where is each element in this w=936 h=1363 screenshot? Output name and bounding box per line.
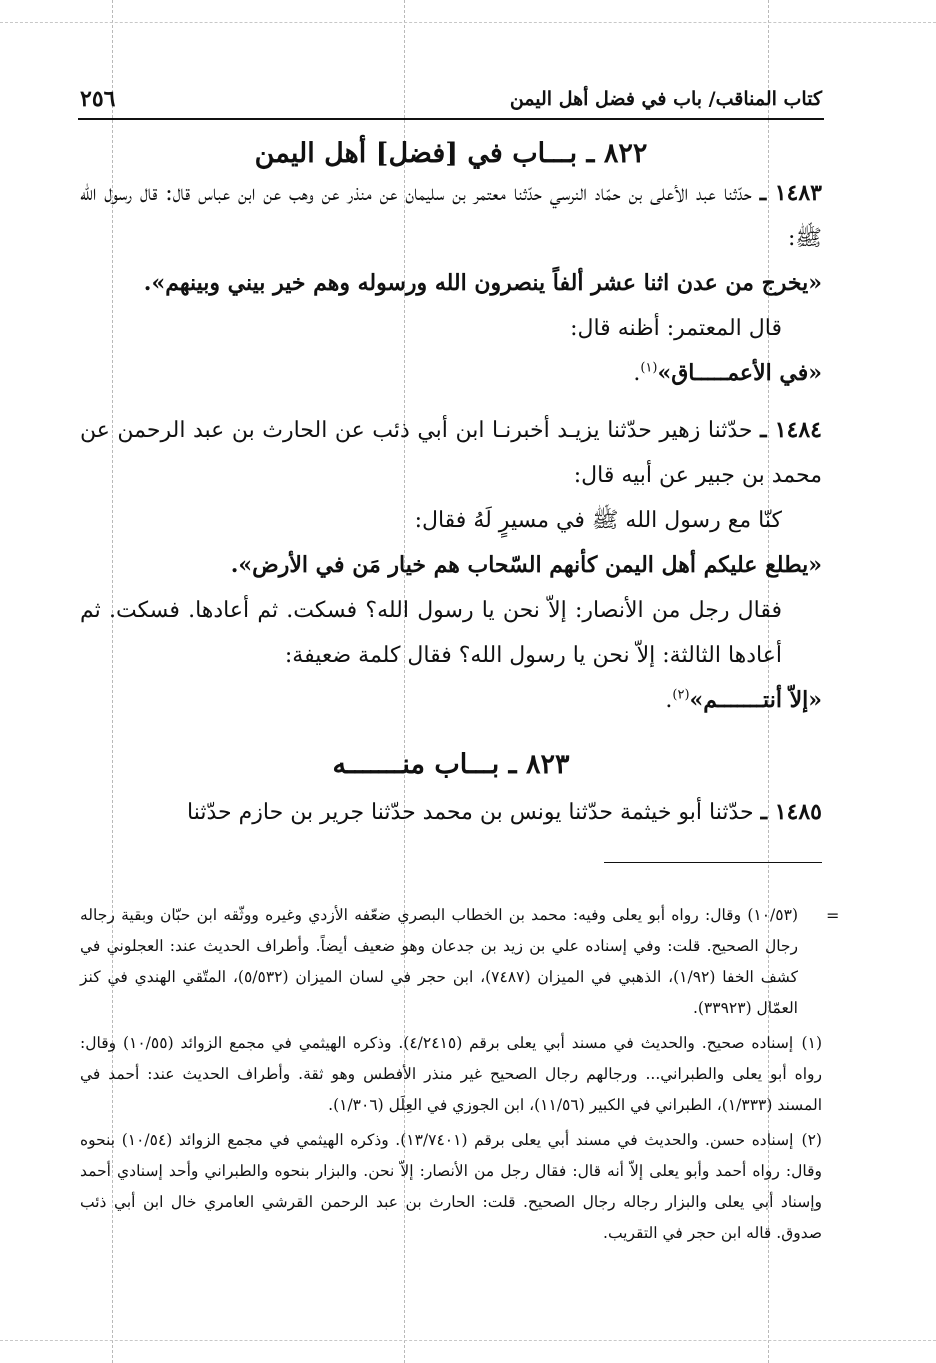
hadith-number: ١٤٨٣ ـ — [759, 180, 822, 206]
footnote-rule — [604, 862, 822, 863]
hadith-dialog: فقال رجل من الأنصار: إلاّ نحن يا رسول الله؟ فسكت. ثم أعادها. فسكت. ثم أعادها الثالثة: إلاّ نحن يا رسول الله؟ فقال كلمة ضعيفة: — [80, 598, 782, 668]
footnote-text: إسناده حسن. والحديث في مسند أبي يعلى برقم (١٣/٧٤٠١). وذكره الهيثمي في مجمع الزوائد (١٠/٥٤) بنحوه وقال: رواه أحمد وأبو يعلى إلاّ أنه قال: فقال رجل من الأنصار: إلاّ نحن. والبزار بنحوه والطبراني وأحد إسنادي أحمد وإسناد أبي يعلى والبزار رجاله رجال الصحيح. قلت: الحارث بن عبد الرحمن القرشي العامري خال ابن أبي ذئب صدوق. قاله ابن حجر في التقريب. — [80, 1131, 822, 1242]
guide-line — [0, 22, 936, 23]
footnotes — [80, 900, 822, 1253]
hadith-number: ١٤٨٥ ـ — [760, 799, 822, 825]
hadith-isnad: حدّثنا زهير حدّثنا يزيـد أخبرنـا ابن أبي ذئب عن الحارث بن عبد الرحمن عن محمد بن جبير عن أبيه قال: — [80, 418, 822, 488]
header-title: كتاب المناقب/ باب في فضل أهل اليمن — [509, 88, 822, 110]
hadith-1485 — [80, 790, 822, 835]
quote-text: «في الأعمـــــاق» — [657, 360, 822, 386]
period: . — [633, 361, 641, 386]
hadith-number: ١٤٨٤ ـ — [760, 417, 822, 443]
chapter-heading-822: ٨٢٢ ـ بـــاب في [فضل] أهل اليمن — [254, 138, 648, 169]
footnote-2 — [80, 1125, 822, 1249]
hadith-quote — [80, 678, 822, 723]
footnote-text: إسناده صحيح. والحديث في مسند أبي يعلى برقم (٤/٢٤١٥). وذكره الهيثمي في مجمع الزوائد (١٠/٥٥) وقال: رواه أبو يعلى والطبراني... ورجالهم رجال الصحيح غير منذر الأفطس وهو ثقة. وأطراف الحديث عند: أحمد في المسند (١/٣٣٣)، الطبراني في الكبير (١١/٥٦)، ابن الجوزي في العِلَل (١/٣٠٦). — [80, 1034, 822, 1114]
guide-line — [0, 1340, 936, 1341]
main-text — [80, 130, 822, 835]
hadith-isnad: حدّثنا أبو خيثمة حدّثنا يونس بن محمد حدّثنا جرير بن حازم حدّثنا — [187, 800, 754, 825]
period: . — [665, 688, 673, 713]
hadith-note: قال المعتمر: أظنه قال: — [570, 316, 782, 341]
hadith-isnad: حدّثنا عبد الأعلى بن حمّاد النرسي حدّثنا معتمر بن سليمان عن منذر عن وهب عن ابن عباس قال: قال رسول الله ﷺ: — [80, 181, 822, 251]
quote-text: «إلاّ أنتـــــــم» — [689, 687, 822, 713]
hadith-matn: «يخرج من عدن اثنا عشر ألفاً ينصرون الله ورسوله وهم خير بيني وبينهم». — [143, 270, 822, 296]
footnote-1 — [80, 1028, 822, 1121]
chapter-heading-823: ٨٢٣ ـ بـــاب منـــــــه — [332, 749, 570, 780]
footnote-mark: (١) — [801, 1034, 822, 1052]
continuation-mark: = — [826, 906, 840, 925]
hadith-line: كنّا مع رسول الله ﷺ في مسيرٍ لَهُ فقال: — [414, 508, 782, 533]
running-header — [80, 84, 822, 114]
hadith-quote — [80, 351, 822, 396]
footnote-ref[interactable]: (١) — [640, 360, 658, 376]
hadith-1483 — [80, 171, 822, 261]
footnote-mark: (٢) — [801, 1131, 822, 1149]
footnote-continued: (١٠/٥٣) وقال: رواه أبو يعلى وفيه: محمد بن الخطاب البصري ضعّفه الأزدي وغيره ووثّقه ابن حبّان وبقية رجاله رجال الصحيح. قلت: وفي إسناده علي بن زيد بن جدعان وهو ضعيف أيضاً. وأطراف الحديث عند: العجلوني في كشف الخفا (١/٩٢)، الذهبي في الميزان (٧٤٨٧)، ابن حجر في لسان الميزان (٥/٥٣٢)، المتّقي الهندي في كنز العمّال (٣٣٩٢٣). — [80, 906, 798, 1017]
page-number: ٢٥٦ — [80, 86, 116, 112]
hadith-matn: «يطلع عليكم أهل اليمن كأنهم السّحاب هم خيار مَن في الأرض». — [230, 552, 822, 578]
hadith-1484 — [80, 408, 822, 498]
footnote-ref[interactable]: (٢) — [672, 687, 690, 703]
header-rule — [78, 118, 824, 120]
